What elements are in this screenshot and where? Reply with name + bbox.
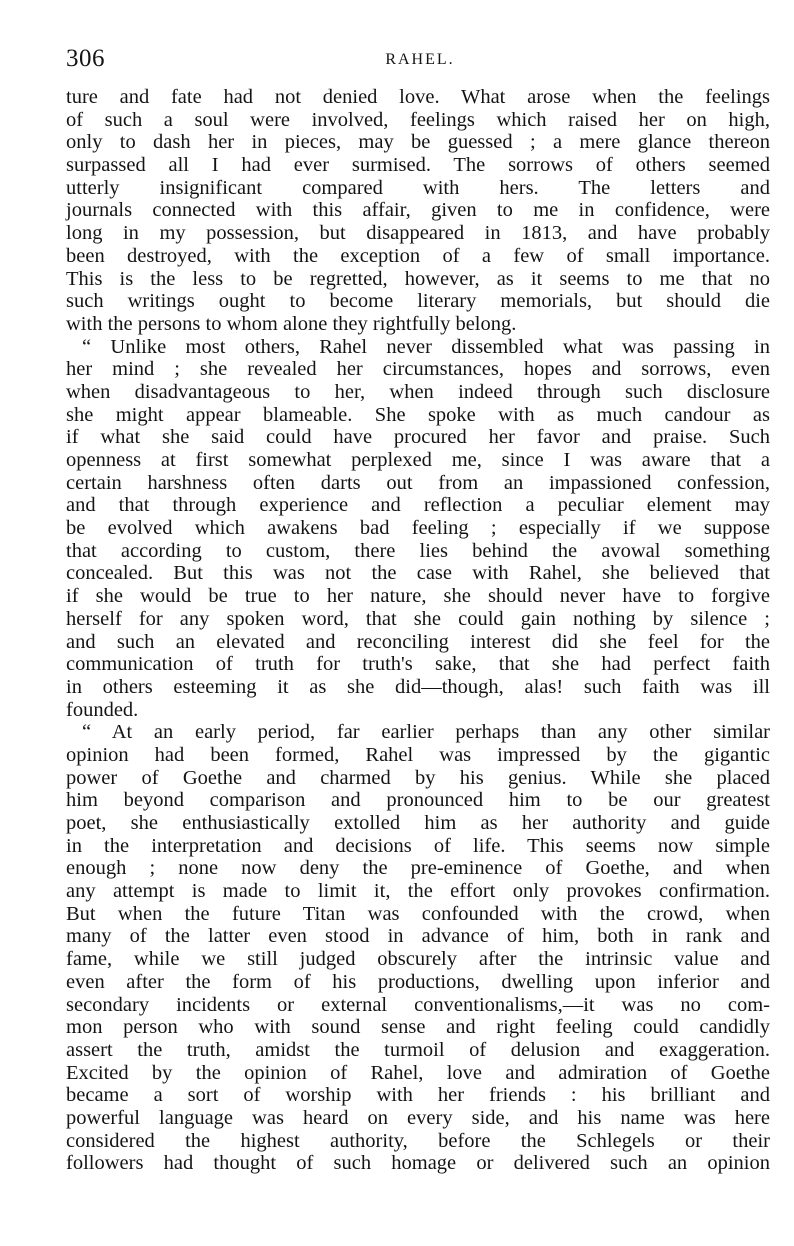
text-line: fame, while we still judged obscurely after the intrinsic value and (66, 948, 770, 971)
text-line: followers had thought of such homage or delivered such an opinion (66, 1152, 770, 1175)
text-line: considered the highest authority, before the Schlegels or their (66, 1129, 770, 1152)
text-line: in the interpretation and decisions of life. This seems now simple (66, 834, 770, 857)
text-line: such writings ought to become literary memorials, but should die (66, 290, 770, 313)
text-line: communication of truth for truth's sake, that she had perfect faith (66, 653, 770, 676)
text-line: surpassed all I had ever surmised. The sorrows of others seemed (66, 154, 770, 177)
text-line: she might appear blameable. She spoke with as much candour as (66, 403, 770, 426)
text-line: that according to custom, there lies behind the avowal something (66, 539, 770, 562)
text-line: secondary incidents or external conventionalisms,—it was no com- (66, 993, 770, 1016)
running-title: RAHEL. (385, 51, 455, 68)
text-line: if what she said could have procured her favor and praise. Such (66, 426, 770, 449)
text-line: be evolved which awakens bad feeling ; especially if we suppose (66, 517, 770, 540)
body-text (66, 86, 770, 1175)
text-line: openness at first somewhat perplexed me, since I was aware that a (66, 449, 770, 471)
text-line: opinion had been formed, Rahel was impressed by the gigantic (66, 743, 770, 766)
text-line: enough ; none now deny the pre-eminence of Goethe, and when (66, 857, 770, 880)
text-line: many of the latter even stood in advance of him, both in rank and (66, 925, 770, 948)
text-line: herself for any spoken word, that she could gain nothing by silence ; (66, 607, 770, 630)
text-line: her mind ; she revealed her circumstances, hopes and sorrows, even (66, 358, 770, 381)
text-line: if she would be true to her nature, she should never have to forgive (66, 585, 770, 608)
text-line: utterly insignificant compared with hers. The letters and (66, 176, 770, 199)
text-line: him beyond comparison and pronounced him to be our greatest (66, 789, 770, 812)
text-line: But when the future Titan was confounded with the crowd, when (66, 902, 770, 925)
text-line: became a sort of worship with her friends : his brilliant and (66, 1084, 770, 1107)
text-line: power of Goethe and charmed by his genius. While she placed (66, 766, 770, 789)
text-line: and such an elevated and reconciling interest did she feel for the (66, 630, 770, 653)
text-line: assert the truth, amidst the turmoil of delusion and exaggeration. (66, 1038, 770, 1061)
text-line: even after the form of his productions, dwelling upon inferior and (66, 970, 770, 993)
text-line: with the persons to whom alone they rightfully belong. (66, 312, 517, 335)
text-line: long in my possession, but disappeared in 1813, and have probably (66, 222, 770, 245)
text-line: when disadvantageous to her, when indeed through such disclosure (66, 380, 770, 403)
text-line: mon person who with sound sense and right feeling could candidly (66, 1016, 770, 1039)
text-line: been destroyed, with the exception of a few of small importance. (66, 244, 770, 267)
running-head (64, 44, 776, 74)
text-line: “ Unlike most others, Rahel never dissembled what was passing in (82, 335, 770, 358)
text-line: founded. (66, 698, 139, 721)
text-line: powerful language was heard on every side, and his name was here (66, 1106, 770, 1129)
text-line: This is the less to be regretted, however, as it seems to me that no (66, 267, 770, 290)
text-line: poet, she enthusiastically extolled him as her authority and guide (66, 812, 770, 834)
text-line: certain harshness often darts out from an impassioned confession, (66, 471, 770, 494)
text-line: “ At an early period, far earlier perhaps than any other similar (82, 721, 770, 744)
page-number: 306 (66, 45, 105, 72)
text-line: concealed. But this was not the case with Rahel, she believed that (66, 562, 770, 585)
text-line: of such a soul were involved, feelings which raised her on high, (66, 108, 770, 131)
text-line: in others esteeming it as she did—though, alas! such faith was ill (66, 675, 770, 698)
text-line: Excited by the opinion of Rahel, love and admiration of Goethe (66, 1061, 770, 1084)
text-line: and that through experience and reflection a peculiar element may (66, 494, 770, 517)
text-line: only to dash her in pieces, may be guessed ; a mere glance thereon (66, 131, 770, 154)
text-line: ture and fate had not denied love. What arose when the feelings (66, 86, 770, 108)
text-line: any attempt is made to limit it, the effort only provokes confirmation. (66, 880, 770, 903)
text-line: journals connected with this affair, given to me in confidence, were (66, 199, 770, 222)
